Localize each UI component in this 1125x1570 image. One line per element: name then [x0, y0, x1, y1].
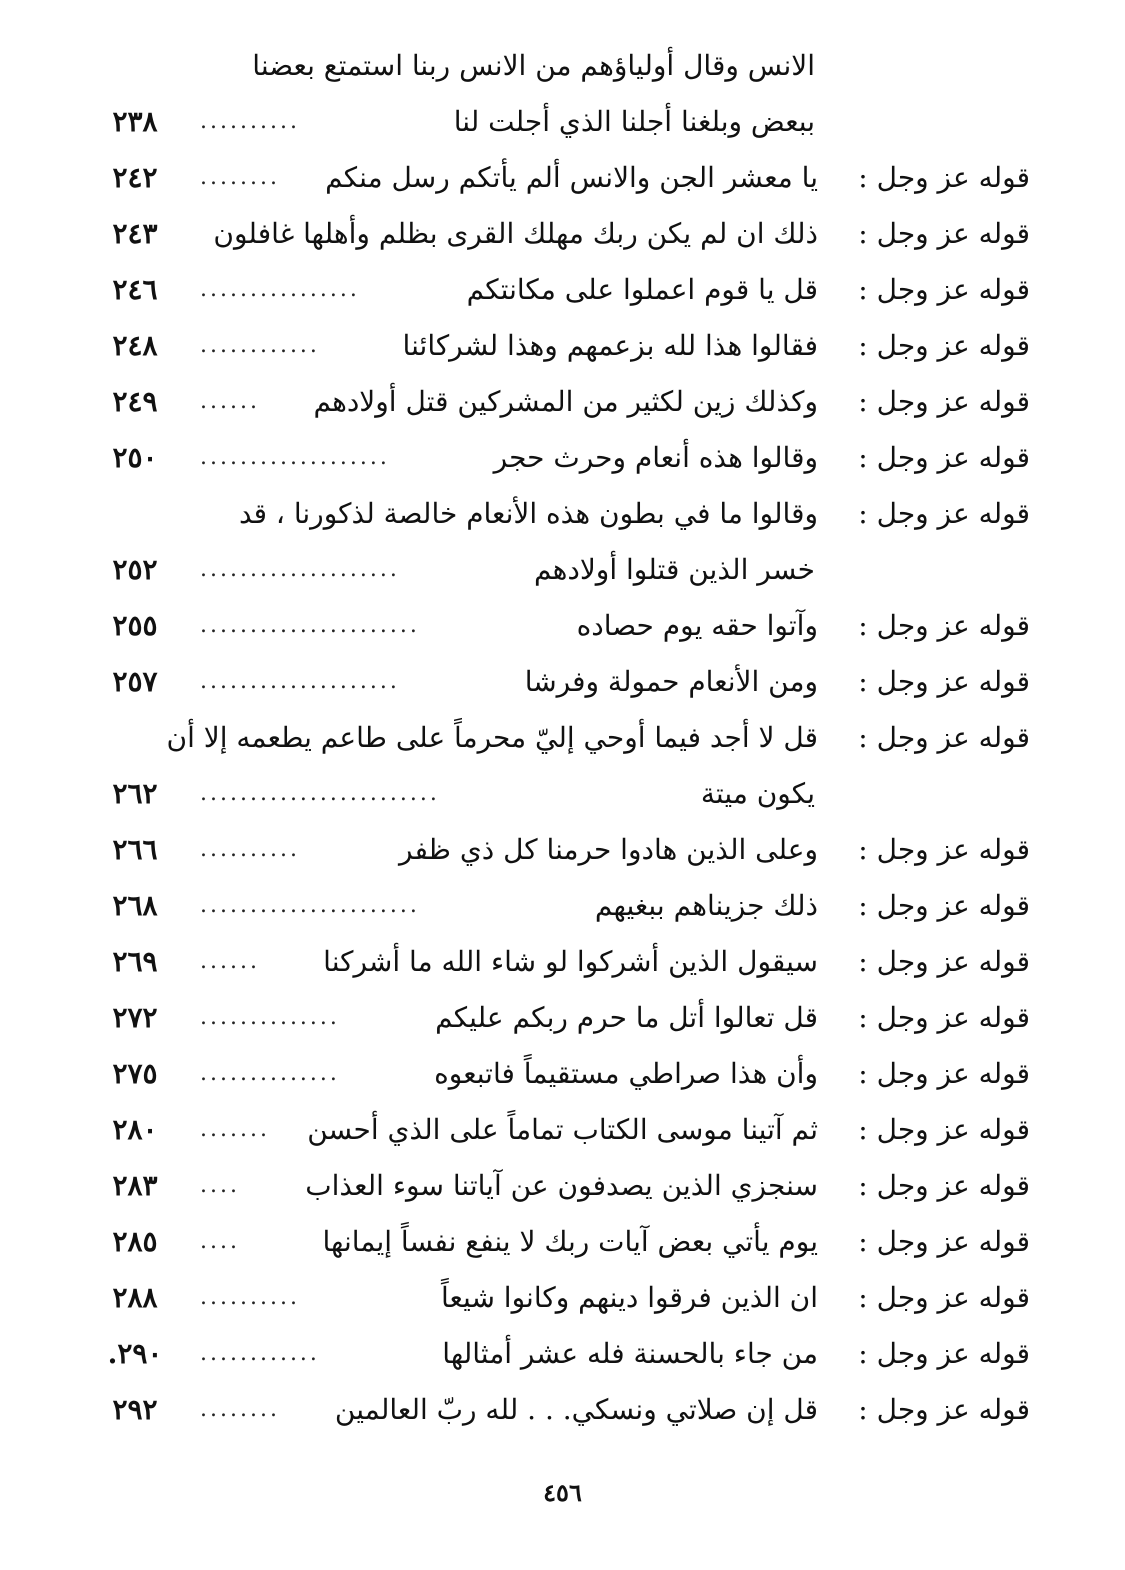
entry-prefix: قوله عز وجل :: [858, 497, 1030, 530]
entry-title: ثم آتينا موسى الكتاب تماماً على الذي أحسن: [307, 1113, 818, 1146]
entry-title: قل لا أجد فيما أوحي إليّ محرماً على طاعم يطعمه إلا أن: [166, 721, 818, 754]
page-ref: ٢٨٥: [112, 1225, 158, 1258]
entry-title: وعلى الذين هادوا حرمنا كل ذي ظفر: [399, 833, 818, 866]
entry-prefix: قوله عز وجل :: [858, 1001, 1030, 1034]
page-ref: ٢٨٨: [112, 1281, 158, 1314]
page-ref: ٢٥٥: [112, 609, 158, 642]
entry-title: من جاء بالحسنة فله عشر أمثالها: [442, 1337, 818, 1370]
leader-dots: ................: [200, 277, 360, 302]
index-entry: [95, 1158, 1030, 1214]
entry-prefix: قوله عز وجل :: [858, 1337, 1030, 1370]
index-entry: [95, 318, 1030, 374]
entry-title: قل تعالوا أتل ما حرم ربكم عليكم: [435, 1001, 818, 1034]
index-entry: [95, 1270, 1030, 1326]
index-entry: [95, 766, 1030, 822]
entry-prefix: قوله عز وجل :: [858, 385, 1030, 418]
leader-dots: ............: [200, 333, 320, 358]
entry-title: سيقول الذين أشركوا لو شاء الله ما أشركنا: [323, 945, 818, 978]
entry-prefix: قوله عز وجل :: [858, 1393, 1030, 1426]
page-ref: ٢٦٦: [112, 833, 158, 866]
entry-prefix: قوله عز وجل :: [858, 441, 1030, 474]
page-ref: ٢٥٢: [112, 553, 158, 586]
entry-title: فقالوا هذا لله بزعمهم وهذا لشركائنا: [402, 329, 818, 362]
entry-title: يوم يأتي بعض آيات ربك لا ينفع نفساً إيمانها: [322, 1225, 818, 1258]
entry-prefix: قوله عز وجل :: [858, 1281, 1030, 1314]
index-entry: [95, 1326, 1030, 1382]
entry-title: سنجزي الذين يصدفون عن آياتنا سوء العذاب: [305, 1169, 818, 1202]
page-ref: ٢٤٢: [112, 161, 158, 194]
leader-dots: .......: [200, 1117, 270, 1142]
index-entry: [95, 94, 1030, 150]
index-entry: [95, 38, 1030, 94]
page-ref: ٢٧٢: [112, 1001, 158, 1034]
page-ref: ٢٥٠: [112, 441, 158, 474]
entry-title: يكون ميتة: [700, 777, 815, 810]
index-entry: [95, 430, 1030, 486]
entry-prefix: قوله عز وجل :: [858, 217, 1030, 250]
index-entry: [95, 486, 1030, 542]
leader-dots: ..........: [200, 1285, 300, 1310]
entry-title: ببعض وبلغنا أجلنا الذي أجلت لنا: [453, 105, 815, 138]
entry-prefix: قوله عز وجل :: [858, 1057, 1030, 1090]
page-ref: ٢٨٣: [112, 1169, 158, 1202]
index-entry: [95, 990, 1030, 1046]
index-entry: [95, 262, 1030, 318]
entry-title: وكذلك زين لكثير من المشركين قتل أولادهم: [313, 385, 818, 418]
index-entry: [95, 542, 1030, 598]
page-ref: ٢٩٠.: [107, 1337, 163, 1370]
entry-title: قل يا قوم اعملوا على مكانتكم: [466, 273, 818, 306]
entry-title: وقالوا هذه أنعام وحرث حجر: [493, 441, 818, 474]
page-ref: ٢٦٨: [112, 889, 158, 922]
entry-prefix: قوله عز وجل :: [858, 721, 1030, 754]
page-ref: ٢٦٩: [112, 945, 158, 978]
index-entry: [95, 1214, 1030, 1270]
entry-title: قل إن صلاتي ونسكي. . . لله ربّ العالمين: [334, 1393, 818, 1426]
entry-title: ذلك ان لم يكن ربك مهلك القرى بظلم وأهلها غافلون: [213, 217, 818, 250]
entry-title: ومن الأنعام حمولة وفرشا: [524, 665, 818, 698]
index-entry: [95, 822, 1030, 878]
leader-dots: ......: [200, 389, 260, 414]
leader-dots: ............: [200, 1341, 320, 1366]
index-entry: [95, 374, 1030, 430]
entry-prefix: قوله عز وجل :: [858, 945, 1030, 978]
entry-prefix: قوله عز وجل :: [858, 1225, 1030, 1258]
leader-dots: ........: [200, 165, 280, 190]
page-ref: ٢٩٢: [112, 1393, 158, 1426]
leader-dots: ..........: [200, 109, 300, 134]
entry-prefix: قوله عز وجل :: [858, 329, 1030, 362]
entry-title: وقالوا ما في بطون هذه الأنعام خالصة لذكورنا ، قد: [238, 497, 818, 530]
page-ref: ٢٤٩: [112, 385, 158, 418]
page-ref: ٢٨٠: [112, 1113, 158, 1146]
entry-prefix: قوله عز وجل :: [858, 161, 1030, 194]
index-entry: [95, 598, 1030, 654]
leader-dots: ......................: [200, 613, 420, 638]
index-entry: [95, 1102, 1030, 1158]
leader-dots: ..............: [200, 1061, 340, 1086]
page-ref: ٢٤٣: [112, 217, 158, 250]
leader-dots: ......................: [200, 893, 420, 918]
entry-title: خسر الذين قتلوا أولادهم: [533, 553, 815, 586]
leader-dots: ....: [200, 1173, 240, 1198]
page-ref: ٢٣٨: [112, 105, 158, 138]
index-entry: [95, 1382, 1030, 1438]
entry-prefix: قوله عز وجل :: [858, 1169, 1030, 1202]
index-entry: [95, 878, 1030, 934]
leader-dots: ....................: [200, 669, 400, 694]
entry-prefix: قوله عز وجل :: [858, 889, 1030, 922]
leader-dots: ....: [200, 1229, 240, 1254]
leader-dots: ...................: [200, 445, 390, 470]
page-ref: ٢٤٦: [112, 273, 158, 306]
leader-dots: ........: [200, 1397, 280, 1422]
index-entry: [95, 934, 1030, 990]
entry-title: يا معشر الجن والانس ألم يأتكم رسل منكم: [325, 161, 818, 194]
index-entry: [95, 206, 1030, 262]
leader-dots: ..........: [200, 837, 300, 862]
index-entry: [95, 1046, 1030, 1102]
entry-title: الانس وقال أولياؤهم من الانس ربنا استمتع بعضنا: [252, 49, 815, 82]
entry-title: وآتوا حقه يوم حصاده: [576, 609, 818, 642]
page-number: ٤٥٦: [543, 1478, 582, 1507]
entry-prefix: قوله عز وجل :: [858, 665, 1030, 698]
entry-prefix: قوله عز وجل :: [858, 1113, 1030, 1146]
page-ref: ٢٥٧: [112, 665, 158, 698]
leader-dots: ..............: [200, 1005, 340, 1030]
leader-dots: ....................: [200, 557, 400, 582]
leader-dots: ........................: [200, 781, 440, 806]
entry-prefix: قوله عز وجل :: [858, 833, 1030, 866]
leader-dots: ......: [200, 949, 260, 974]
index-entry: [95, 710, 1030, 766]
entry-prefix: قوله عز وجل :: [858, 609, 1030, 642]
page-ref: ٢٤٨: [112, 329, 158, 362]
index-entry: [95, 150, 1030, 206]
entry-prefix: قوله عز وجل :: [858, 273, 1030, 306]
index-entry: [95, 654, 1030, 710]
entry-title: ذلك جزيناهم ببغيهم: [594, 889, 818, 922]
page-ref: ٢٧٥: [112, 1057, 158, 1090]
entry-title: ان الذين فرقوا دينهم وكانوا شيعاً: [440, 1281, 818, 1314]
entry-title: وأن هذا صراطي مستقيماً فاتبعوه: [434, 1057, 818, 1090]
page-ref: ٢٦٢: [112, 777, 158, 810]
